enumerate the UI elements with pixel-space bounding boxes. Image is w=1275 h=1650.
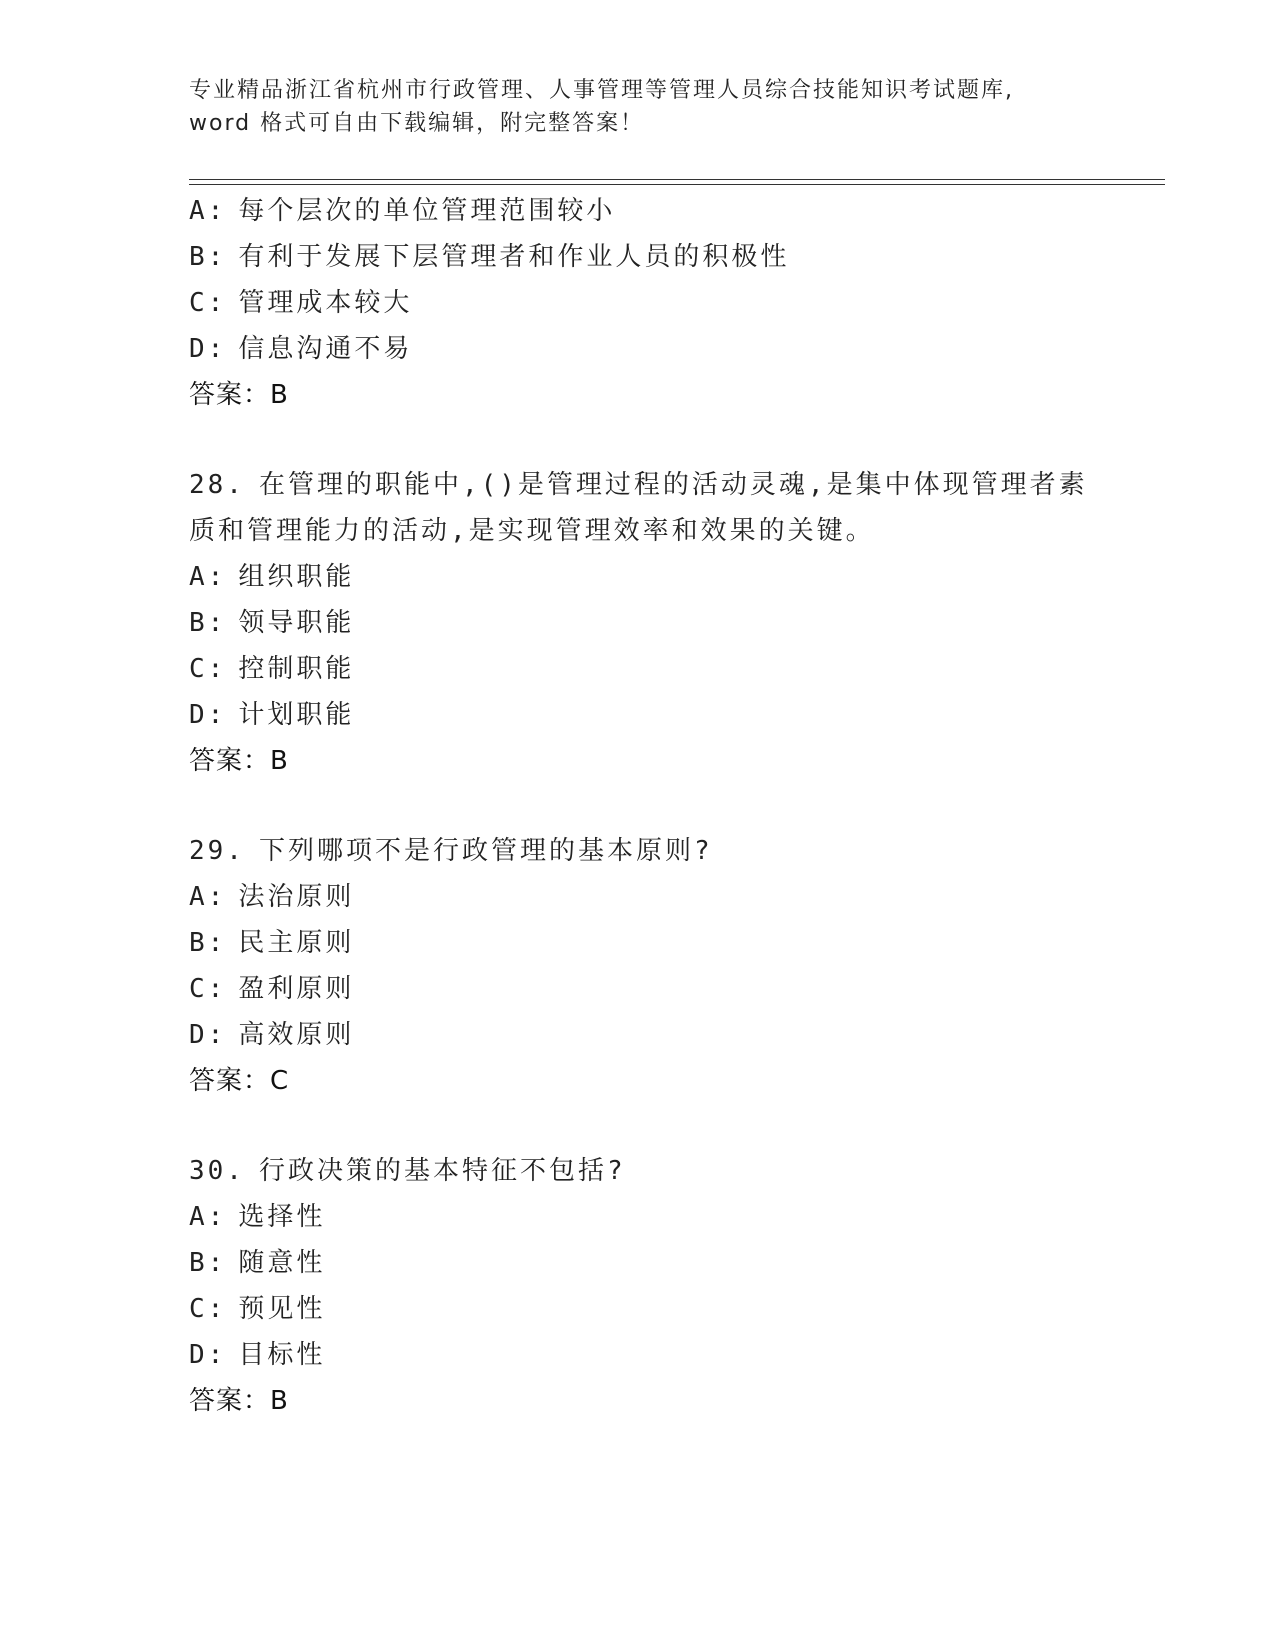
option-letter: C: xyxy=(189,288,227,318)
option-a xyxy=(189,1194,1129,1240)
option-letter: A: xyxy=(189,196,227,226)
option-letter: B: xyxy=(189,928,227,958)
option-text: 计划职能 xyxy=(238,700,355,730)
option-text: 高效原则 xyxy=(238,1020,355,1050)
option-letter: A: xyxy=(189,1202,227,1232)
option-text: 信息沟通不易 xyxy=(238,334,413,364)
option-text: 控制职能 xyxy=(238,654,355,684)
option-text: 目标性 xyxy=(238,1340,326,1370)
option-c xyxy=(189,280,1129,326)
option-b xyxy=(189,1240,1129,1286)
option-text: 每个层次的单位管理范围较小 xyxy=(238,196,616,226)
option-letter: C: xyxy=(189,654,227,684)
answer-line: 答案：B xyxy=(189,1386,289,1416)
option-d xyxy=(189,1012,1129,1058)
option-letter: D: xyxy=(189,700,227,730)
question-text-line-1: 在管理的职能中,()是管理过程的活动灵魂,是集中体现管理者素 xyxy=(258,470,1088,500)
header-divider-bottom xyxy=(189,184,1165,185)
question-text xyxy=(189,462,1129,508)
question-number: 30. xyxy=(189,1156,245,1186)
document-header xyxy=(189,74,1089,140)
option-letter: D: xyxy=(189,334,227,364)
header-line-2: word 格式可自由下载编辑，附完整答案！ xyxy=(189,111,645,136)
spacer xyxy=(189,784,1129,828)
option-letter: B: xyxy=(189,1248,227,1278)
option-text: 法治原则 xyxy=(238,882,355,912)
option-letter: D: xyxy=(189,1020,227,1050)
header-line-1: 专业精品浙江省杭州市行政管理、人事管理等管理人员综合技能知识考试题库, xyxy=(189,78,1014,103)
option-a xyxy=(189,188,1129,234)
option-text: 组织职能 xyxy=(238,562,355,592)
option-c xyxy=(189,646,1129,692)
question-list xyxy=(189,188,1129,1424)
question-block-continued xyxy=(189,188,1129,418)
question-text-line-1: 行政决策的基本特征不包括? xyxy=(258,1156,626,1186)
question-text-line-1: 下列哪项不是行政管理的基本原则? xyxy=(258,836,713,866)
question-text xyxy=(189,1148,1129,1194)
spacer xyxy=(189,1104,1129,1148)
option-text: 领导职能 xyxy=(238,608,355,638)
header-divider-top xyxy=(189,179,1165,180)
answer-line: 答案：C xyxy=(189,1066,290,1096)
question-block-28 xyxy=(189,462,1129,784)
spacer xyxy=(189,418,1129,462)
question-text xyxy=(189,828,1129,874)
option-text: 预见性 xyxy=(238,1294,326,1324)
option-a xyxy=(189,874,1129,920)
option-b xyxy=(189,234,1129,280)
question-number: 29. xyxy=(189,836,245,866)
option-letter: B: xyxy=(189,608,227,638)
option-text: 选择性 xyxy=(238,1202,326,1232)
option-b xyxy=(189,600,1129,646)
option-text: 随意性 xyxy=(238,1248,326,1278)
answer-line: 答案：B xyxy=(189,746,289,776)
question-text-line-2: 质和管理能力的活动,是实现管理效率和效果的关键。 xyxy=(189,516,875,546)
option-text: 管理成本较大 xyxy=(238,288,413,318)
question-block-29 xyxy=(189,828,1129,1104)
option-text: 有利于发展下层管理者和作业人员的积极性 xyxy=(238,242,790,272)
option-letter: C: xyxy=(189,974,227,1004)
option-letter: B: xyxy=(189,242,227,272)
option-b xyxy=(189,920,1129,966)
option-c xyxy=(189,1286,1129,1332)
option-d xyxy=(189,326,1129,372)
option-text: 盈利原则 xyxy=(238,974,355,1004)
option-letter: C: xyxy=(189,1294,227,1324)
option-letter: A: xyxy=(189,882,227,912)
question-number: 28. xyxy=(189,470,245,500)
option-letter: A: xyxy=(189,562,227,592)
answer-line: 答案：B xyxy=(189,380,289,410)
option-d xyxy=(189,1332,1129,1378)
option-letter: D: xyxy=(189,1340,227,1370)
option-d xyxy=(189,692,1129,738)
question-block-30 xyxy=(189,1148,1129,1424)
option-text: 民主原则 xyxy=(238,928,355,958)
option-a xyxy=(189,554,1129,600)
option-c xyxy=(189,966,1129,1012)
